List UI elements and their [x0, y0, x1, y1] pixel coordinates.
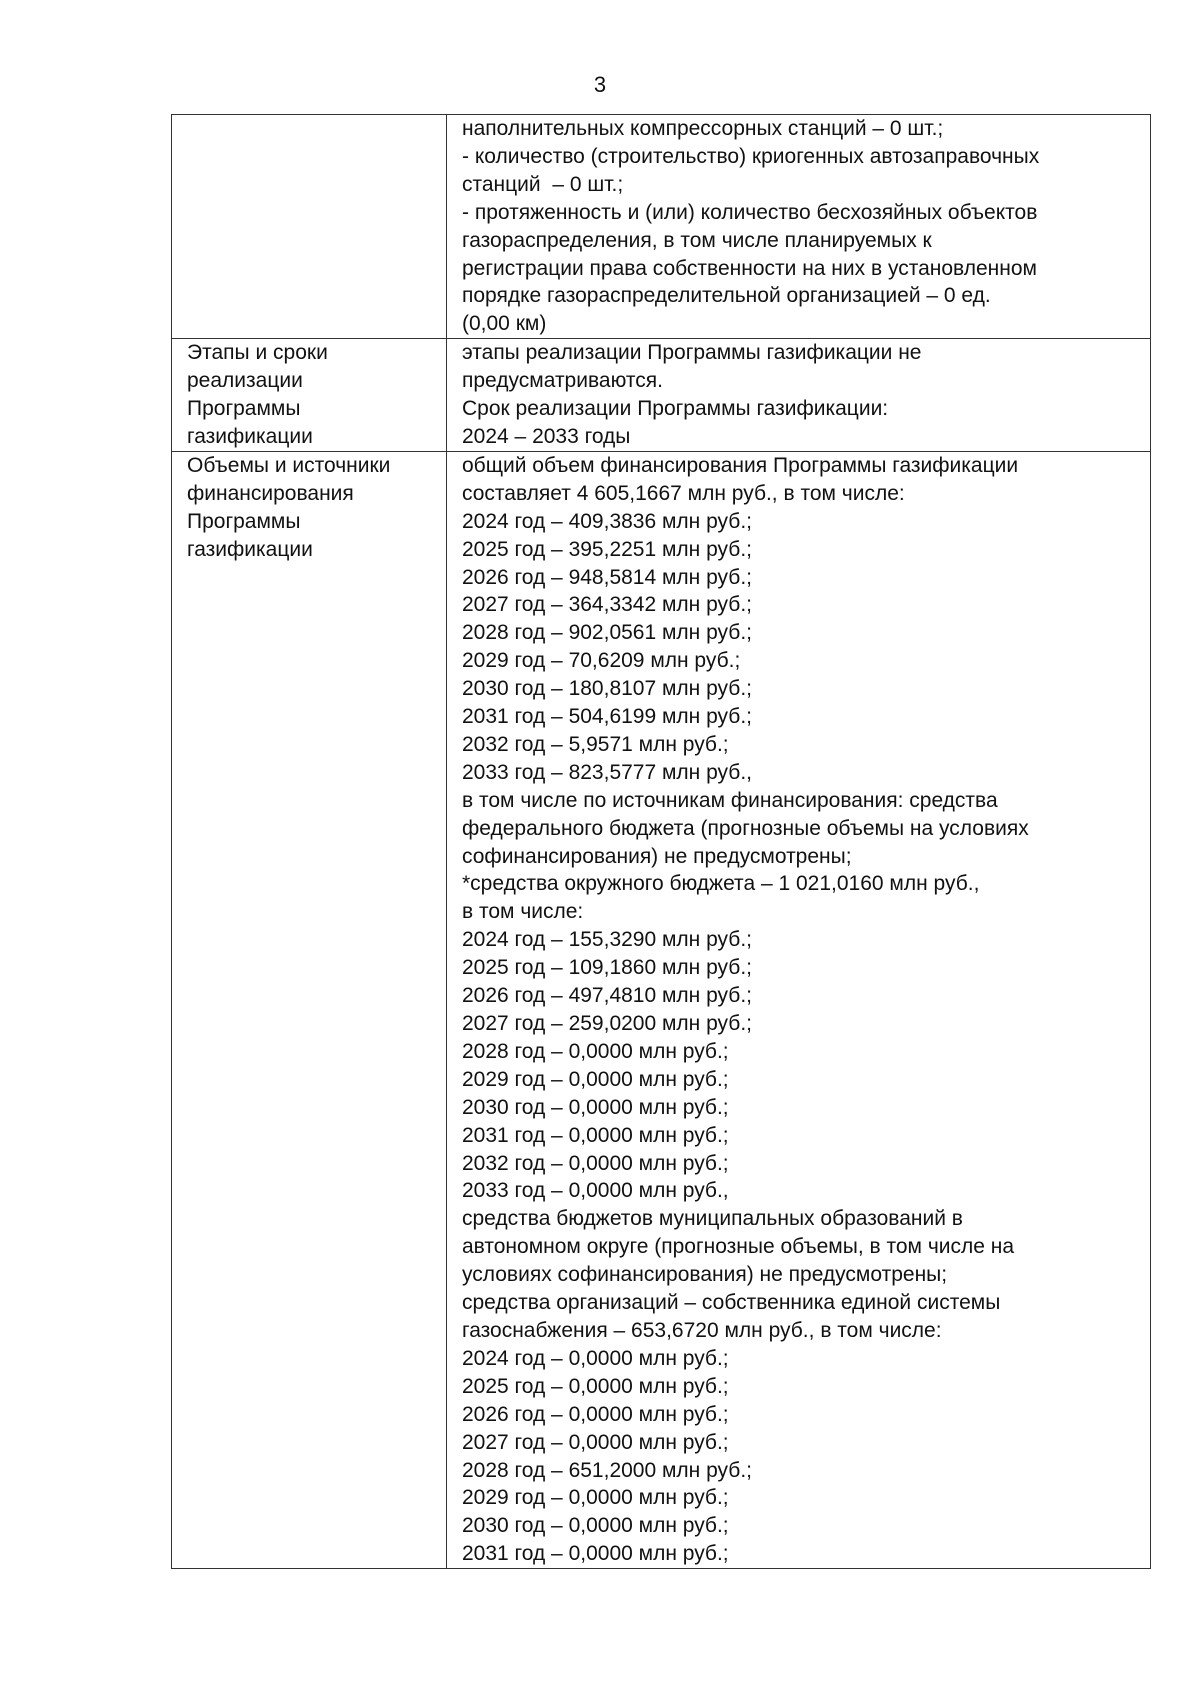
content-line: 2027 год – 364,3342 млн руб.; — [462, 593, 752, 617]
program-passport-table — [171, 114, 1151, 1569]
label-line: финансирования — [187, 481, 354, 505]
content-line: регистрации права собственности на них в установленном — [462, 256, 1037, 280]
content-line: 2033 год – 823,5777 млн руб., — [462, 760, 752, 784]
content-line: станций – 0 шт.; — [462, 172, 624, 196]
content-line: условиях софинансирования) не предусмотрены; — [462, 1263, 948, 1287]
content-line: 2025 год – 0,0000 млн руб.; — [462, 1374, 729, 1398]
content-line: средства бюджетов муниципальных образований в — [462, 1207, 963, 1231]
label-line: Объемы и источники — [187, 453, 391, 477]
row-label-cell — [172, 115, 447, 339]
row-label-cell — [172, 451, 447, 1568]
table-row — [172, 451, 1151, 1568]
label-line: Программы — [187, 397, 301, 421]
content-line: автономном округе (прогнозные объемы, в том числе на — [462, 1235, 1015, 1259]
content-line: 2033 год – 0,0000 млн руб., — [462, 1179, 729, 1203]
content-line: - протяженность и (или) количество бесхозяйных объектов — [462, 200, 1038, 224]
content-line: наполнительных компрессорных станций – 0 шт.; — [462, 117, 944, 140]
content-line: 2026 год – 948,5814 млн руб.; — [462, 565, 752, 589]
label-line: газификации — [187, 424, 313, 448]
content-line: предусматриваются. — [462, 369, 663, 393]
content-line: 2031 год – 504,6199 млн руб.; — [462, 705, 752, 729]
label-line: реализации — [187, 369, 303, 393]
content-line: 2029 год – 0,0000 млн руб.; — [462, 1067, 729, 1091]
content-line: 2024 год – 0,0000 млн руб.; — [462, 1346, 729, 1370]
row-content-cell — [447, 115, 1151, 339]
content-line: - количество (строительство) криогенных автозаправочных — [462, 144, 1040, 168]
content-line: общий объем финансирования Программы газификации — [462, 453, 1019, 477]
content-line: 2030 год – 0,0000 млн руб.; — [462, 1514, 729, 1538]
content-line: 2028 год – 651,2000 млн руб.; — [462, 1458, 752, 1482]
content-line: 2025 год – 395,2251 млн руб.; — [462, 537, 752, 561]
content-line: 2027 год – 0,0000 млн руб.; — [462, 1430, 729, 1454]
content-line: 2026 год – 0,0000 млн руб.; — [462, 1402, 729, 1426]
content-line: в том числе по источникам финансирования: средства — [462, 788, 998, 812]
table-row — [172, 339, 1151, 452]
content-line: порядке газораспределительной организацией – 0 ед. — [462, 284, 991, 308]
content-line: 2024 год – 155,3290 млн руб.; — [462, 928, 752, 952]
content-line: 2027 год – 259,0200 млн руб.; — [462, 1012, 752, 1035]
label-line: Этапы и сроки — [187, 341, 328, 365]
content-line: 2030 год – 0,0000 млн руб.; — [462, 1095, 729, 1119]
content-line: *средства окружного бюджета – 1 021,0160 млн руб., — [462, 872, 980, 896]
content-line: 2025 год – 109,1860 млн руб.; — [462, 956, 752, 980]
page-number: 3 — [593, 72, 607, 97]
content-line: газоснабжения – 653,6720 млн руб., в том числе: — [462, 1318, 942, 1342]
label-line: Программы — [187, 509, 301, 533]
content-line: Срок реализации Программы газификации: — [462, 397, 889, 421]
content-line: 2031 год – 0,0000 млн руб.; — [462, 1542, 729, 1566]
content-line: 2032 год – 0,0000 млн руб.; — [462, 1151, 729, 1175]
content-line: 2030 год – 180,8107 млн руб.; — [462, 677, 752, 701]
row-content-cell — [447, 339, 1151, 452]
content-line: 2031 год – 0,0000 млн руб.; — [462, 1123, 729, 1147]
content-line: газораспределения, в том числе планируемых к — [462, 228, 932, 252]
content-line: 2029 год – 70,6209 млн руб.; — [462, 649, 741, 673]
content-line: 2028 год – 902,0561 млн руб.; — [462, 621, 752, 645]
content-line: федерального бюджета (прогнозные объемы на условиях — [462, 816, 1029, 840]
content-line: 2026 год – 497,4810 млн руб.; — [462, 984, 752, 1008]
content-line: 2028 год – 0,0000 млн руб.; — [462, 1039, 729, 1063]
content-line: софинансирования) не предусмотрены; — [462, 844, 852, 868]
content-line: 2024 год – 409,3836 млн руб.; — [462, 509, 752, 533]
content-line: этапы реализации Программы газификации не — [462, 341, 922, 365]
label-line: газификации — [187, 537, 313, 561]
content-line: (0,00 км) — [462, 312, 547, 336]
table-row — [172, 115, 1151, 339]
row-content-cell — [447, 451, 1151, 1568]
content-line: 2029 год – 0,0000 млн руб.; — [462, 1486, 729, 1510]
content-line: составляет 4 605,1667 млн руб., в том числе: — [462, 481, 905, 505]
content-line: средства организаций – собственника единой системы — [462, 1291, 1001, 1315]
content-line: 2032 год – 5,9571 млн руб.; — [462, 732, 729, 756]
row-label-cell — [172, 339, 447, 452]
content-line: 2024 – 2033 годы — [462, 424, 631, 448]
content-line: в том числе: — [462, 900, 584, 924]
